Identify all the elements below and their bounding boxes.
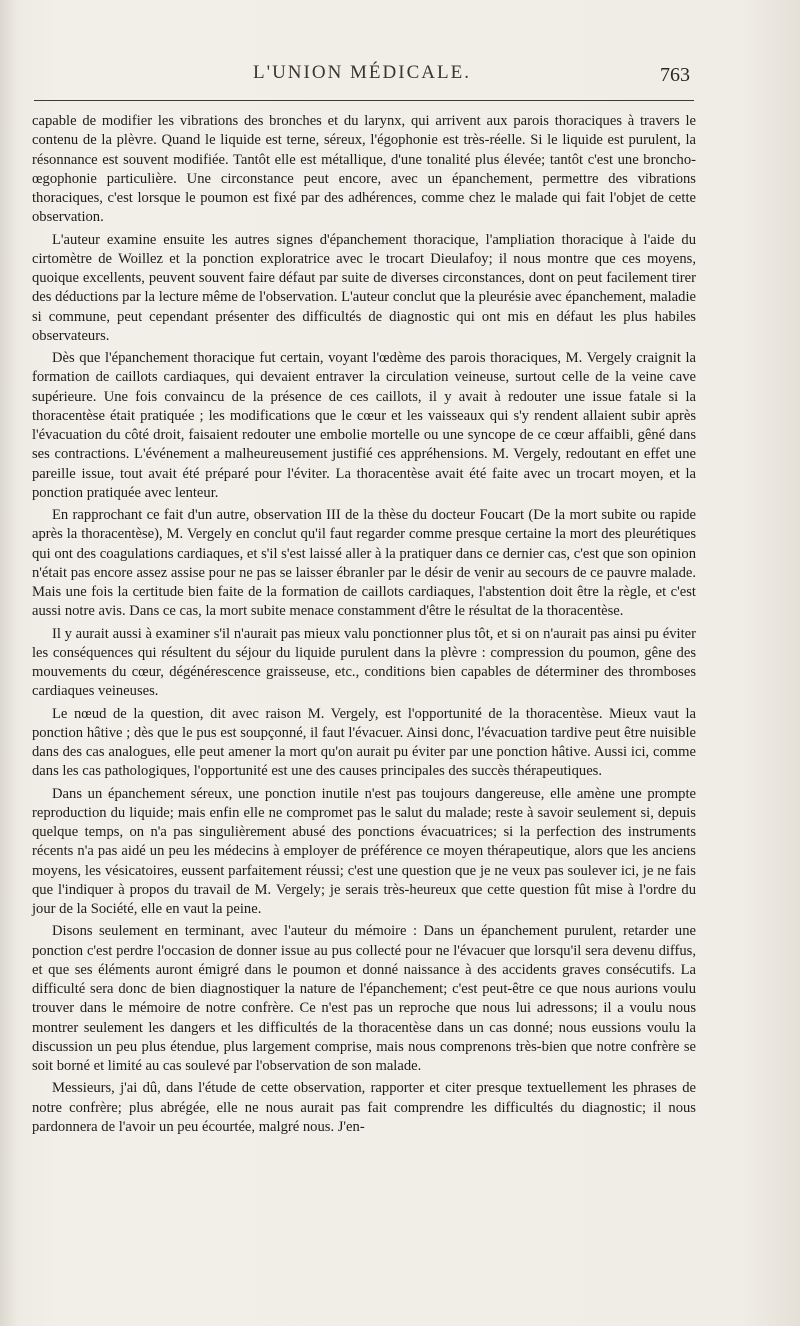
paragraph: Il y aurait aussi à examiner s'il n'aurait pas mieux valu ponctionner plus tôt, et si on n'aurait pas ainsi pu éviter les conséquences qui résultent du séjour du liquide purulent dans la plèvre : compression du poumon, gêne des mouvements du cœur, dégénérescence graisseuse, etc., conditions bien capables de déterminer des thromboses cardiaques veineuses.	[32, 625, 696, 700]
paragraph: Disons seulement en terminant, avec l'auteur du mémoire : Dans un épanchement purulent, retarder une ponction c'est perdre l'occasion de donner issue au pus collecté pour ne l'évacuer que lorsqu'il sera devenu diffus, et que ses éléments auront émigré dans le poumon et donné naissance à des accidents graves consécutifs. La difficulté sera donc de bien diagnostiquer la nature de l'épanchement; c'est peut-être ce que nous aurions voulu trouver dans le mémoire de notre confrère. Ce n'est pas un reproche que nous lui adressons; il a voulu nous montrer seulement les dangers et les difficultés de la thoracentèse dans un cas donné; nous eussions voulu la discussion un peu plus étendue, plus largement comprise, mais nous comprenons très-bien que notre confrère se soit borné et limité au cas soulevé par l'observation de son malade.	[32, 923, 696, 1074]
header-rule	[34, 100, 694, 101]
paragraph: Messieurs, j'ai dû, dans l'étude de cette observation, rapporter et citer presque textuellement les phrases de notre confrère; plus abrégée, elle ne nous aurait pas fait comprendre les difficultés du diagnostic; il nous pardonnera de l'avoir un peu écourtée, malgré nous. J'en-	[32, 1080, 696, 1135]
paragraph: capable de modifier les vibrations des bronches et du larynx, qui arrivent aux parois thoraciques à travers le contenu de la plèvre. Quand le liquide est terne, séreux, l'égophonie est très-réelle. Si le liquide est purulent, la résonnance est souvent modifiée. Tantôt elle est métallique, d'une tonalité plus élevée; tantôt c'est une broncho-œgophonie particulière. Une circonstance peut encore, avec un épanchement, permettre des vibrations thoraciques, c'est lorsque le poumon est fixé par des adhérences, comme chez le malade qui fait l'objet de cette observation.	[32, 113, 696, 226]
page-number: 763	[660, 64, 690, 86]
paragraph: En rapprochant ce fait d'un autre, observation III de la thèse du docteur Foucart (De la mort subite ou rapide après la thoracentèse), M. Vergely en conclut qu'il faut regarder comme presque certaine la mort des pleurétiques qui ont des coagulations cardiaques, et s'il s'est laissé aller à la pratiquer dans ce dernier cas, c'est que son opinion n'était pas encore assez assise pour ne pas se laisser ébranler par le désir de venir au secours de ce pauvre malade. Mais une fois la certitude bien faite de la formation de caillots cardiaques, l'abstention doit être la règle, et c'est aussi notre avis. Dans ce cas, la mort subite menace constamment d'être le résultat de la thoracentèse.	[32, 507, 696, 620]
paragraph: Le nœud de la question, dit avec raison M. Vergely, est l'opportunité de la thoracentèse. Mieux vaut la ponction hâtive ; dès que le pus est soupçonné, il faut l'évacuer. Ainsi donc, l'évacuation tardive peut être nuisible dans des cas analogues, elle peut amener la mort qu'on aurait pu éviter par une ponction hâtive. Aussi ici, comme dans les cas pathologiques, l'opportunité est une des causes principales des succès thérapeutiques.	[32, 705, 696, 780]
paragraph: Dans un épanchement séreux, une ponction inutile n'est pas toujours dangereuse, elle amène une prompte reproduction du liquide; mais enfin elle ne compromet pas le salut du malade; reste à savoir seulement si, depuis quelque temps, on n'a pas singulièrement abusé des ponctions évacuatrices; si la perfection des instruments récents n'a pas aidé un peu les médecins à employer de préférence ce moyen thérapeutique, alors que les anciens moyens, les vésicatoires, eussent parfaitement réussi; c'est une question que je ne veux pas soulever ici, je ne fais que l'indiquer à propos du travail de M. Vergely; je serais très-heureux que cette question fût mise à l'ordre du jour de la Société, elle en vaut la peine.	[32, 785, 696, 917]
running-title: L'UNION MÉDICALE.	[253, 62, 471, 83]
paragraph: Dès que l'épanchement thoracique fut certain, voyant l'œdème des parois thoraciques, M. Vergely craignit la formation de caillots cardiaques, qui devaient entraver la circulation veineuse, surtout celle de la veine cave supérieure. Une fois convaincu de la présence de ces caillots, il y avait à redouter une issue fatale si la thoracentèse était pratiquée ; les modifications que le cœur et les vaisseaux qui s'y rendent allaient subir après l'évacuation du côté droit, faisaient redouter une embolie mortelle ou une syncope de ce cœur affaibli, gêné dans ses contractions. L'événement a malheureusement justifié ces appréhensions. M. Vergely, redoutant en effet une pareille issue, tout avait été préparé pour l'éviter. La thoracentèse avait été faite avec un trocart moyen, et la ponction pratiquée avec lenteur.	[32, 350, 696, 501]
article-body	[32, 112, 696, 1140]
paragraph: L'auteur examine ensuite les autres signes d'épanchement thoracique, l'ampliation thoracique à l'aide du cirtomètre de Woillez et la ponction exploratrice avec le trocart Dieulafoy; il nous montre que ces moyens, quoique excellents, peuvent souvent faire défaut par suite de diverses circonstances, dont on peut facilement tirer des déductions par la lecture même de l'observation. L'auteur conclut que la pleurésie avec épanchement, maladie si commune, peut cependant présenter des difficultés de diagnostic qui ont mis en défaut les plus habiles observateurs.	[32, 231, 696, 344]
page-header	[34, 62, 690, 92]
